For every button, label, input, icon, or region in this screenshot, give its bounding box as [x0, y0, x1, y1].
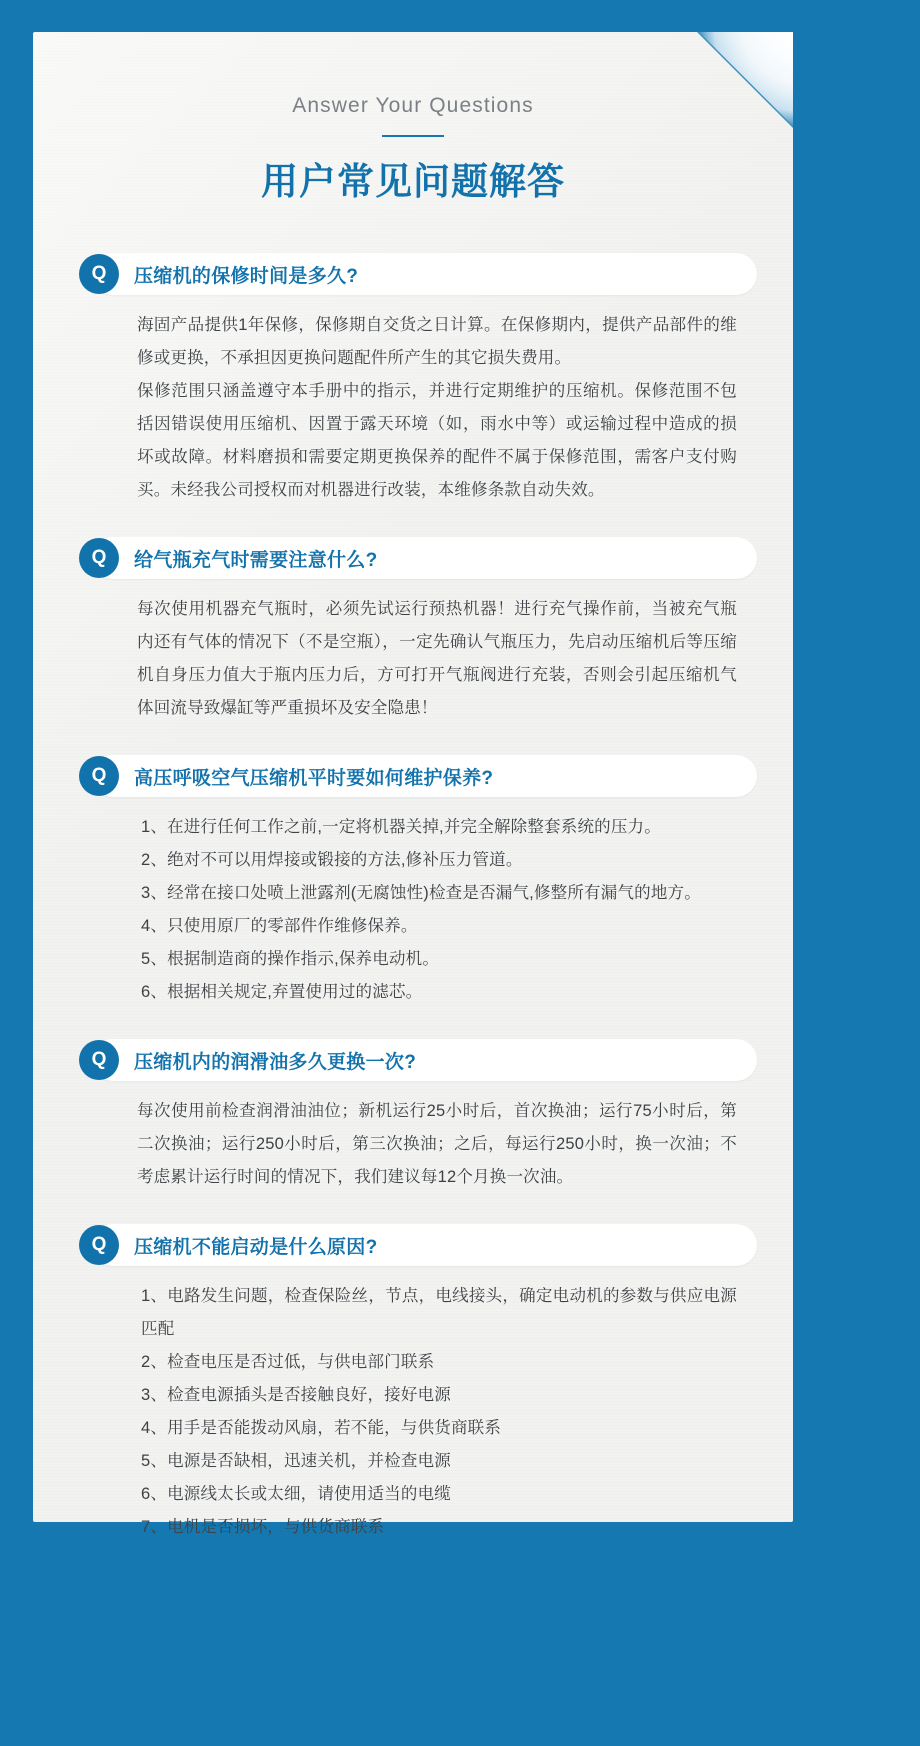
- answer-paragraph: 保修范围只涵盖遵守本手册中的指示，并进行定期维护的压缩机。保修范围不包括因错误使用压缩机、因置于露天环境（如，雨水中等）或运输过程中造成的损坏或故障。材料磨损和需要定期更换保养的配件不属于保修范围，需客户支付购买。未经我公司授权而对机器进行改装，本维修条款自动失效。: [137, 382, 737, 499]
- faq-question-text: 压缩机的保修时间是多久?: [134, 265, 359, 287]
- section-spacer: [79, 739, 757, 755]
- faq-question-text: 给气瓶充气时需要注意什么?: [134, 549, 378, 571]
- page-title: 用户常见问题解答: [261, 161, 565, 202]
- faq-answer-list: [79, 797, 757, 1015]
- list-item: 2、检查电压是否过低，与供电部门联系: [141, 1353, 435, 1371]
- question-badge-icon: Q: [79, 1040, 119, 1080]
- faq-list: [33, 253, 793, 1550]
- list-item: 6、电源线太长或太细，请使用适当的电缆: [141, 1485, 451, 1503]
- section-spacer: [79, 1208, 757, 1224]
- faq-question-text: 高压呼吸空气压缩机平时要如何维护保养?: [134, 767, 494, 789]
- question-badge-icon: Q: [79, 538, 119, 578]
- question-badge-icon: Q: [79, 756, 119, 796]
- faq-question-row[interactable]: [92, 1039, 757, 1081]
- list-item: 4、用手是否能拨动风扇，若不能，与供货商联系: [141, 1419, 502, 1437]
- list-item: 2、绝对不可以用焊接或锻接的方法,修补压力管道。: [141, 851, 523, 869]
- faq-item: [79, 1039, 757, 1200]
- page-header: [33, 32, 793, 205]
- faq-item: [79, 537, 757, 731]
- faq-question-row[interactable]: [92, 1224, 757, 1266]
- list-item: 1、在进行任何工作之前,一定将机器关掉,并完全解除整套系统的压力。: [141, 818, 661, 836]
- faq-card: [33, 32, 793, 1536]
- faq-question-text: 压缩机不能启动是什么原因?: [134, 1236, 378, 1258]
- faq-question-row[interactable]: [92, 537, 757, 579]
- faq-answer: [79, 295, 757, 513]
- page-curl-decoration: [697, 32, 793, 128]
- faq-question-row[interactable]: [92, 755, 757, 797]
- title-divider: [382, 135, 444, 137]
- section-spacer: [79, 1023, 757, 1039]
- question-badge-icon: Q: [79, 1225, 119, 1265]
- list-item: 5、根据制造商的操作指示,保养电动机。: [141, 950, 440, 968]
- faq-item: [79, 1224, 757, 1550]
- list-item: 4、只使用原厂的零部件作维修保养。: [141, 917, 418, 935]
- section-spacer: [79, 521, 757, 537]
- faq-question-row[interactable]: [92, 253, 757, 295]
- list-item: 3、检查电源插头是否接触良好，接好电源: [141, 1386, 451, 1404]
- list-item: 6、根据相关规定,弃置使用过的滤芯。: [141, 983, 423, 1001]
- list-item: 3、经常在接口处喷上泄露剂(无腐蚀性)检查是否漏气,修整所有漏气的地方。: [141, 884, 701, 902]
- list-item: 5、电源是否缺相，迅速关机，并检查电源: [141, 1452, 451, 1470]
- faq-answer-list: [79, 1266, 757, 1550]
- answer-paragraph: 海固产品提供1年保修，保修期自交货之日计算。在保修期内，提供产品部件的维修或更换，不承担因更换问题配件所产生的其它损失费用。: [137, 316, 737, 367]
- faq-item: [79, 755, 757, 1015]
- eyebrow-text: Answer Your Questions: [292, 94, 534, 117]
- question-badge-icon: Q: [79, 254, 119, 294]
- faq-question-text: 压缩机内的润滑油多久更换一次?: [134, 1051, 417, 1073]
- answer-paragraph: 每次使用机器充气瓶时，必须先试运行预热机器！进行充气操作前，当被充气瓶内还有气体的情况下（不是空瓶），一定先确认气瓶压力，先启动压缩机后等压缩机自身压力值大于瓶内压力后，方可打开气瓶阀进行充装，否则会引起压缩机气体回流导致爆缸等严重损坏及安全隐患！: [137, 600, 737, 717]
- list-item: 7、电机是否损坏，与供货商联系: [141, 1518, 385, 1536]
- list-item: 1、电路发生问题，检查保险丝，节点，电线接头，确定电动机的参数与供应电源匹配: [141, 1287, 737, 1338]
- faq-answer: [79, 1081, 757, 1200]
- faq-item: [79, 253, 757, 513]
- faq-answer: [79, 579, 757, 731]
- answer-paragraph: 每次使用前检查润滑油油位；新机运行25小时后，首次换油；运行75小时后，第二次换油；运行250小时后，第三次换油；之后，每运行250小时，换一次油；不考虑累计运行时间的情况下，我们建议每12个月换一次油。: [137, 1102, 737, 1186]
